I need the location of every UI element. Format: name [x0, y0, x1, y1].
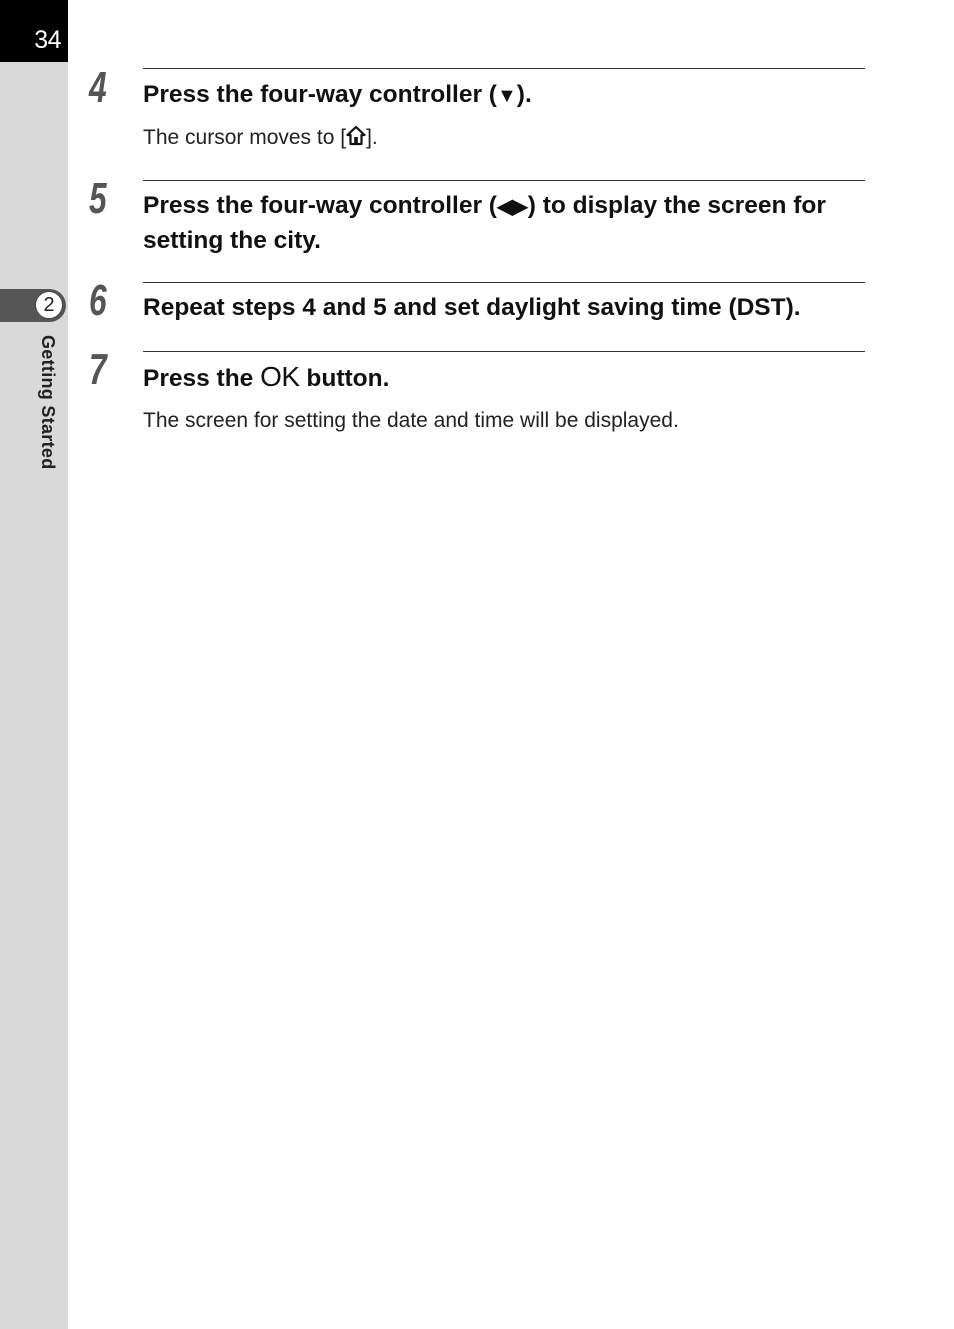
step-7-heading: [143, 360, 868, 395]
step-6-heading: Repeat steps 4 and 5 and set daylight saving time (DST).: [143, 294, 801, 321]
chapter-number: 2: [35, 291, 63, 319]
step-4-divider: [143, 68, 865, 69]
step-7-body: The screen for setting the date and time will be displayed.: [143, 409, 679, 432]
step-4-heading: [143, 78, 868, 113]
page-number: 34: [34, 26, 61, 54]
step-7-number: 7: [89, 345, 107, 394]
page-number-box: [0, 0, 68, 62]
left-right-arrow-icon: ◀▶: [496, 196, 528, 218]
down-arrow-icon: ▼: [496, 85, 517, 107]
step-5-heading-text: Press the four-way controller (: [143, 192, 497, 219]
step-7-divider: [143, 351, 865, 352]
step-4-heading-text: Press the four-way controller (: [143, 81, 497, 108]
step-5-divider: [143, 180, 865, 181]
step-4-number: 4: [89, 63, 107, 112]
step-4-body-text: The cursor moves to [: [143, 126, 347, 149]
step-6-number: 6: [89, 276, 107, 325]
step-5-heading-end: ) to display the screen for setting the city.: [143, 192, 826, 254]
step-4-body: [143, 125, 378, 151]
step-6-divider: [143, 282, 865, 283]
step-5-number: 5: [89, 174, 107, 223]
sidebar: [0, 0, 68, 1329]
step-7-heading-text: Press the: [143, 365, 261, 392]
step-4-body-end: ].: [366, 126, 378, 149]
step-7-heading-end: button.: [299, 365, 390, 392]
home-icon: [346, 125, 366, 146]
chapter-title: Getting Started: [38, 335, 58, 470]
step-5-heading: [143, 189, 868, 257]
ok-button-icon: OK: [260, 361, 300, 392]
step-4-heading-end: ).: [516, 81, 532, 108]
